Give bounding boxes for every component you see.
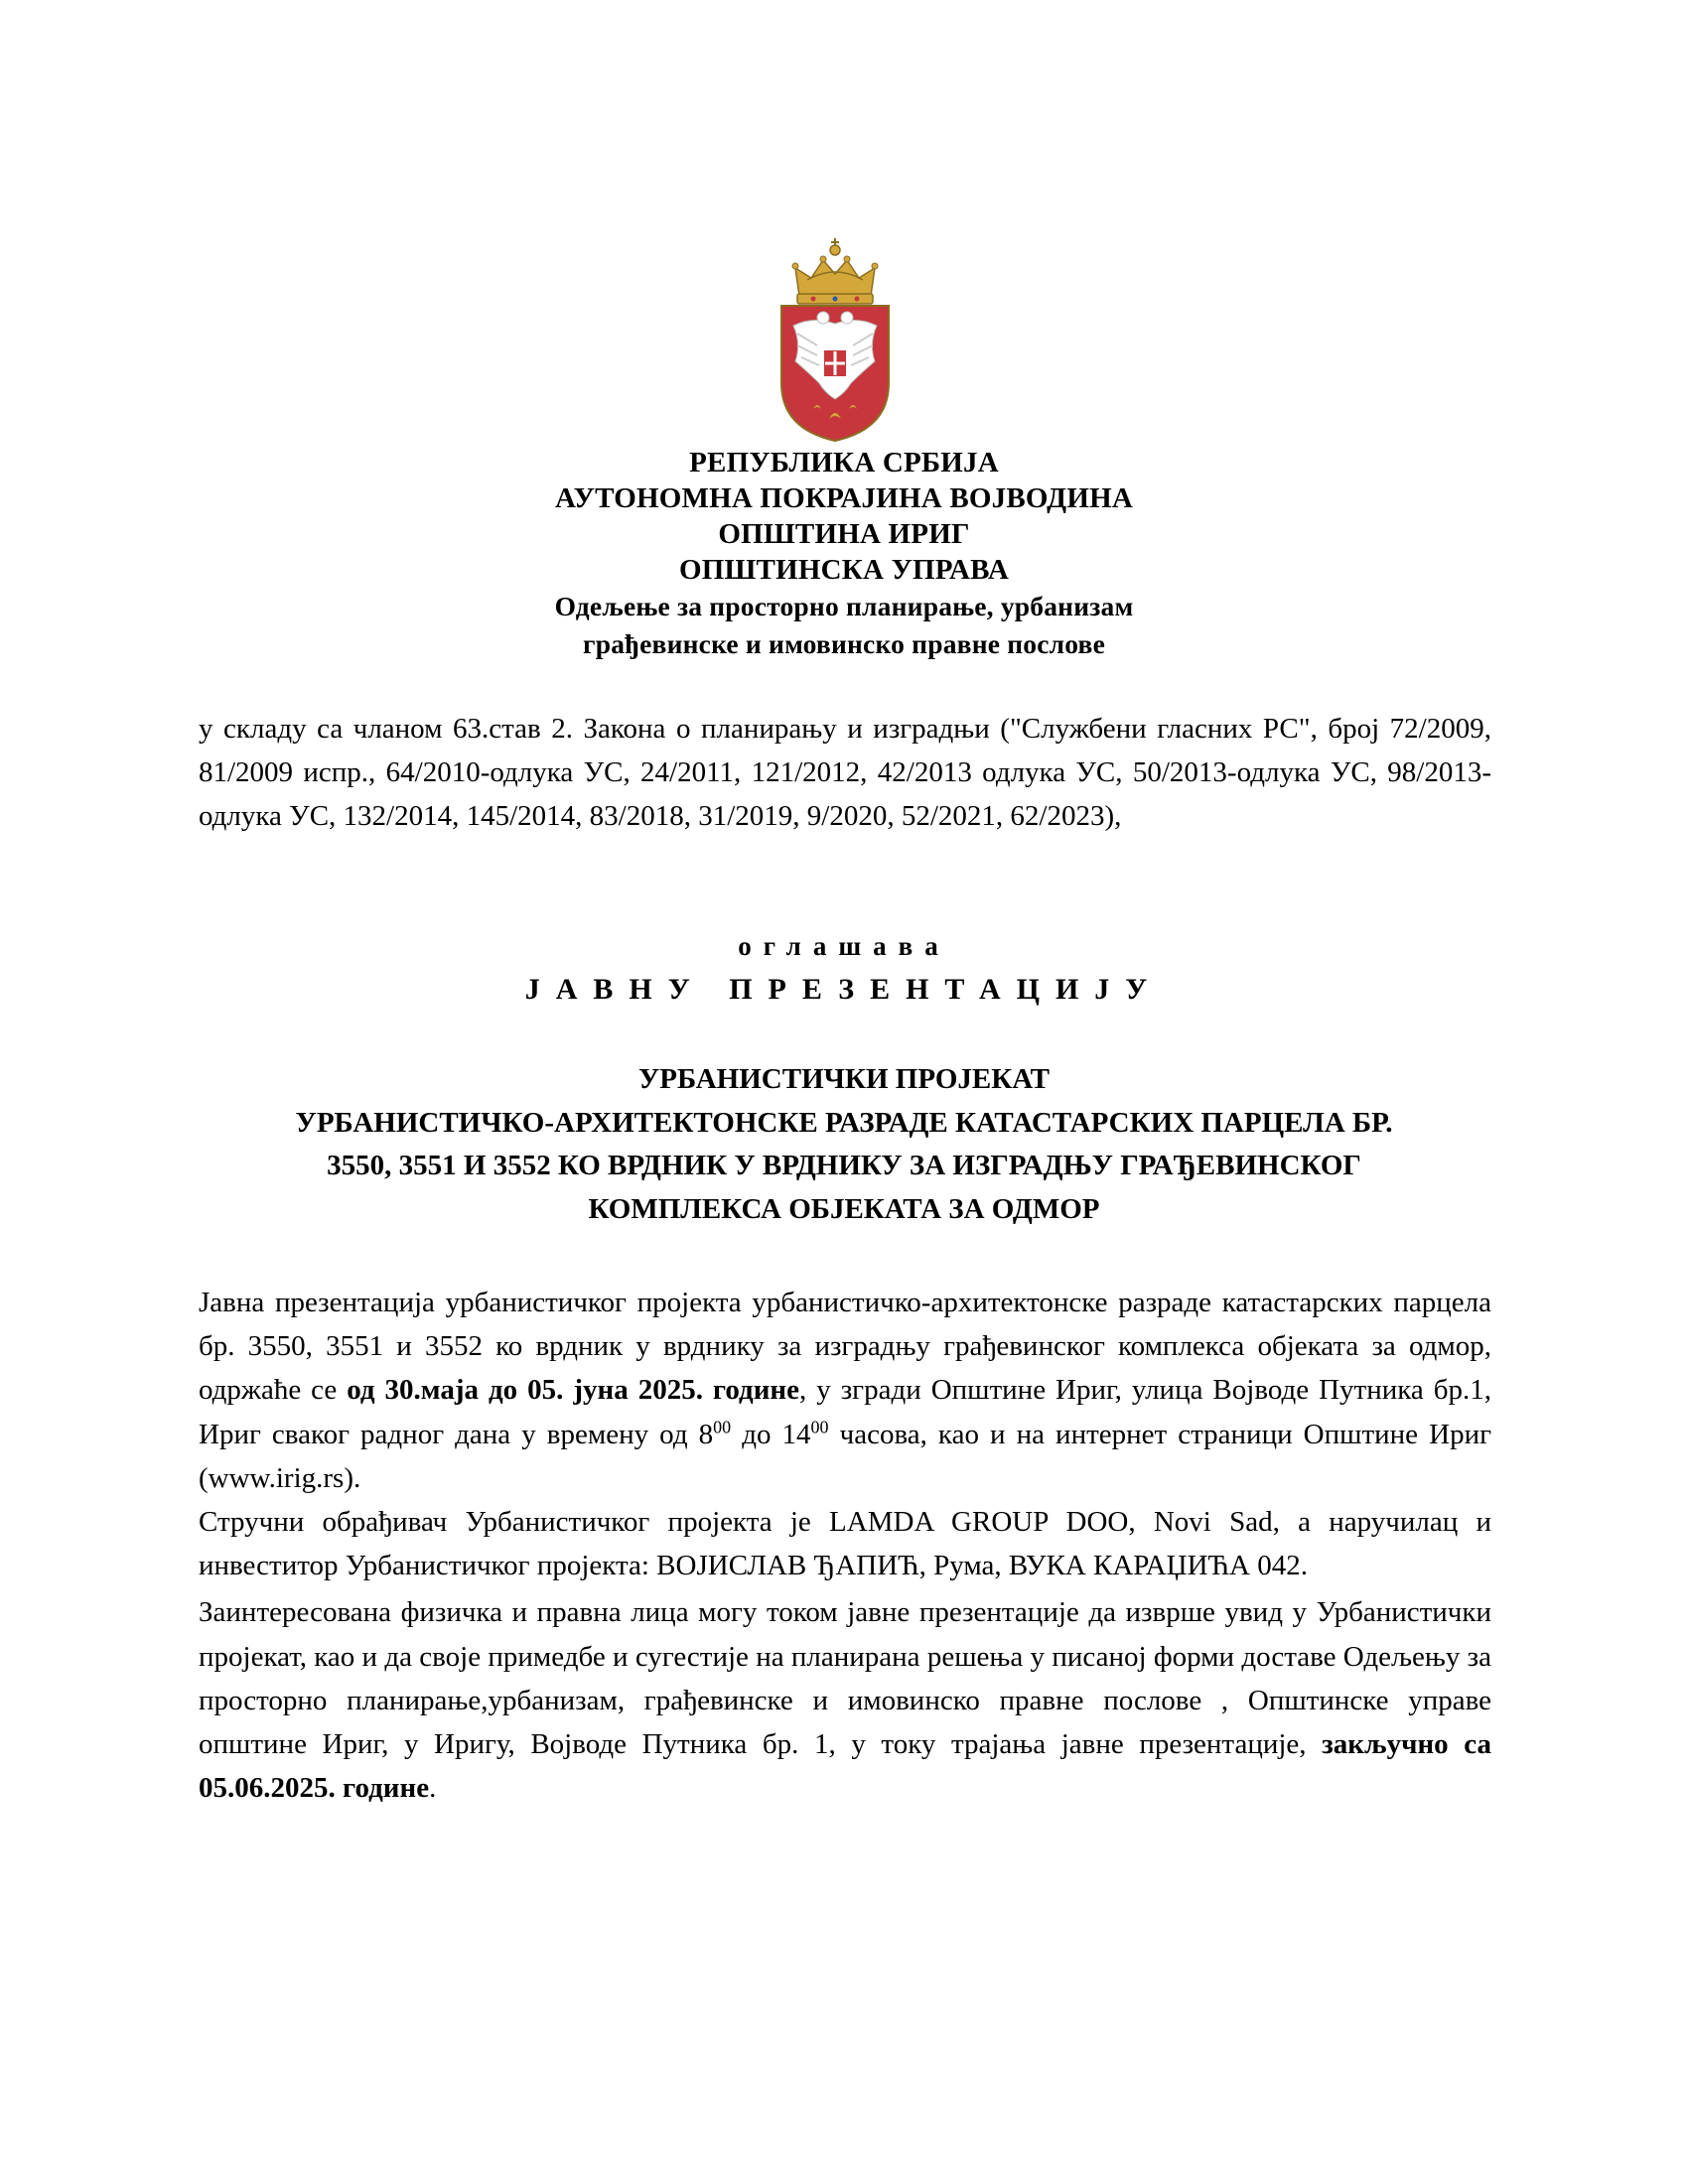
public-presentation-heading: ЈАВНУ ПРЕЗЕНТАЦИЈУ [524,973,1164,1006]
header-province: АУТОНОМНА ПОКРАЈИНА ВОЈВОДИНА [555,482,1133,514]
header-department-line1: Одељење за просторно планирање, урбанизам [554,591,1134,621]
project-title-line3: 3550, 3551 И 3552 КО ВРДНИК У ВРДНИКУ ЗА ИЗГРАДЊУ ГРАЂЕВИНСКОГ [327,1150,1361,1181]
project-title-line4: КОМПЛЕКСА ОБЈЕКАТА ЗА ОДМОР [588,1192,1100,1225]
time-superscript: 00 [713,1416,732,1436]
legal-basis-paragraph: у складу са чланом 63.став 2. Закона о планирању и изградњи ("Службени гласних РС", број 72/2009, 81/2009 испр., 64/2010-одлука УС, 24/2011, 121/2012, 42/2013 одлука УС, 50/2013-одлука УС, 98/2013-одлука УС, 132/2014, 145/2014, 83/2018, 31/2019, 9/2020, 52/2021, 62/2023), [199,713,1491,833]
processor-investor-paragraph: Стручни обрађивач Урбанистичког пројекта је LAMDA GROUP DOO, Novi Sad, а наручилац и инвеститор Урбанистичког пројекта: ВОЈИСЛАВ ЂАПИЋ, Рума, ВУКА КАРАЏИЋА 042. [199,1506,1491,1582]
header-country: РЕПУБЛИКА СРБИЈА [689,447,999,478]
issuer-header [199,445,1489,663]
text-segment: , у згради Општине Ириг, улица Војводе Путника бр.1, Ириг сваког радног дана у времену од 8 [199,1374,1492,1450]
text-segment: . [429,1772,437,1805]
notice-body [199,1281,1491,1810]
text-segment: часова, као и на интернет страници Општине Ириг (www.irig.rs). [199,1418,1491,1494]
header-administration: ОПШТИНСКА УПРАВА [678,554,1010,586]
header-department-line2: грађевинске и имовинско правне послове [583,628,1105,659]
project-title-line2: УРБАНИСТИЧКО-АРХИТЕКТОНСКЕ РАЗРАДЕ КАТАСТАРСКИХ ПАРЦЕЛА БР. [295,1106,1393,1139]
objections-paragraph [199,1590,1491,1810]
presentation-details-paragraph [199,1281,1491,1500]
announces-heading: оглашава [738,931,950,961]
header-municipality: ОПШТИНА ИРИГ [718,518,970,550]
text-segment: Заинтересована физичка и правна лица могу током јавне презентације да изврше увид у Урбанистички пројекат, као и да своје примедбе и сугестије на планирана решења у писаној форми доставе Одељењу за просторно планирање,урбанизам, грађевинске и имовинско правне послове , Општинске управе општине Ириг, у Иригу, Војводе Путника бр. 1, у току трајања јавне презентације, [199,1596,1491,1761]
text-segment: Јавна презентација урбанистичког пројекта урбанистичко-архитектонске разраде катастарских парцела бр. 3550, 3551 и 3552 ко врдник у врднику за изградњу грађевинског комплекса објеката за одмор, одржаће се [199,1287,1491,1407]
presentation-dates: од 30.маја до 05. јуна 2025. године [347,1374,800,1407]
project-title [199,1058,1489,1231]
text-segment: до 14 [731,1418,811,1450]
time-superscript: 00 [810,1416,829,1436]
deadline-date: закључно са 05.06.2025. године [199,1728,1491,1805]
serbian-coat-of-arms-icon [774,234,897,443]
project-title-line1: УРБАНИСТИЧКИ ПРОЈЕКАТ [637,1063,1051,1095]
